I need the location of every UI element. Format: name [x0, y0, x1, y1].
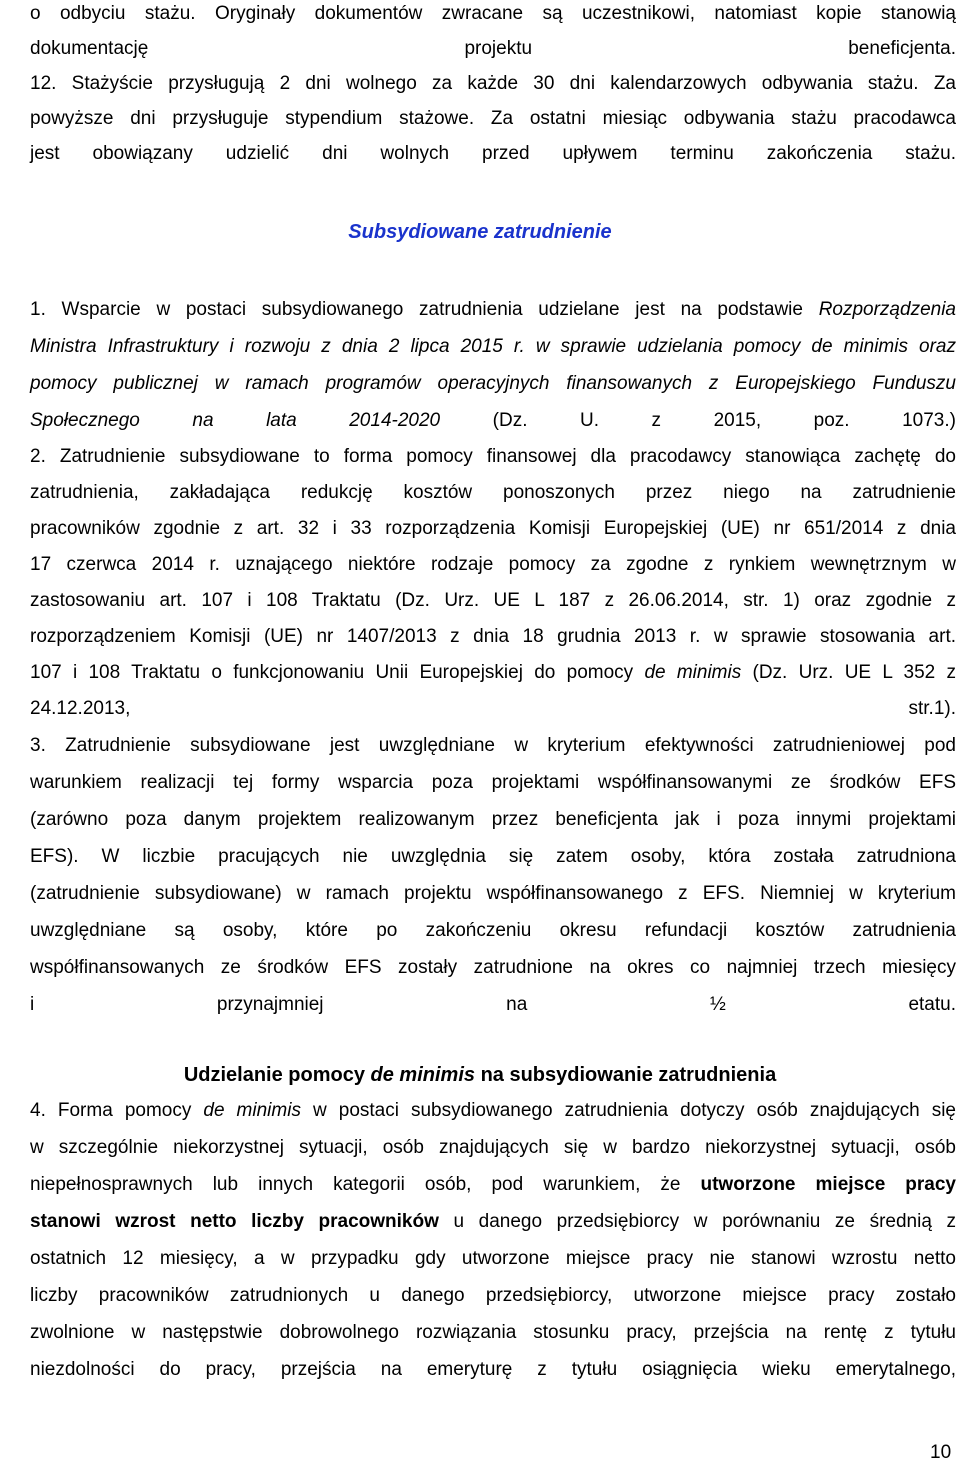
text-line [30, 482, 956, 504]
text-run: niepełnosprawnych lub innych kategorii osób, pod warunkiem, że [30, 1174, 701, 1195]
text-run: w postaci subsydiowanego zatrudnienia dotyczy osób znajdujących się [300, 1100, 956, 1121]
text-run: (Dz. U. z 2015, poz. 1073.) [440, 410, 956, 431]
text-run: uwzględniane są osoby, które po zakończeniu okresu refundacji kosztów zatrudnienia [30, 920, 956, 941]
text-run: pomocy publicznej w ramach programów operacyjnych finansowanych z Europejskiego Funduszu [30, 373, 956, 394]
text-line [30, 3, 956, 25]
text-line [30, 846, 956, 868]
text-run: zatrudnienia, zakładająca redukcję kosztów ponoszonych przez niego na zatrudnienie [30, 482, 956, 503]
section-heading [0, 221, 960, 243]
text-line [30, 1174, 956, 1196]
text-run: Udzielanie pomocy [183, 1064, 371, 1086]
text-line [30, 698, 956, 720]
text-run: 4. Forma pomocy [30, 1100, 204, 1121]
text-line [30, 883, 956, 905]
text-run: na subsydiowanie zatrudnienia [475, 1064, 777, 1086]
text-run: Społecznego na lata 2014-2020 [30, 410, 441, 431]
text-line [30, 1322, 956, 1344]
text-line [30, 1359, 956, 1381]
text-run: rozporządzeniem Komisji (UE) nr 1407/2013 z dnia 18 grudnia 2013 r. w sprawie stosowania art. [30, 626, 956, 647]
text-line [30, 994, 956, 1016]
text-run: zwolnione w następstwie dobrowolnego rozwiązania stosunku pracy, przejścia na rentę z tytułu [30, 1322, 956, 1343]
text-line [30, 143, 956, 165]
text-line [30, 1211, 956, 1233]
text-line [30, 38, 956, 60]
text-line [30, 809, 956, 831]
text-line [30, 920, 956, 942]
text-run: i przynajmniej na ½ etatu. [30, 994, 956, 1015]
text-run: (zatrudnienie subsydiowane) w ramach projektu współfinansowanego z EFS. Niemniej w kryterium [30, 883, 956, 904]
text-run: warunkiem realizacji tej formy wsparcia poza projektami współfinansowanymi ze środków EFS [30, 772, 956, 793]
text-line [30, 73, 956, 95]
text-line [30, 554, 956, 576]
text-run: powyższe dni przysługuje stypendium stażowe. Za ostatni miesiąc odbywania stażu pracodawca [30, 108, 956, 129]
text-run: EFS). W liczbie pracujących nie uwzględnia się zatem osoby, która została zatrudniona [30, 846, 956, 867]
text-run: de minimis [203, 1100, 301, 1121]
text-run: 24.12.2013, str.1). [30, 698, 956, 719]
text-run: 2. Zatrudnienie subsydiowane to forma pomocy finansowej dla pracodawcy stanowiąca zachętę do [30, 446, 956, 467]
text-line [30, 590, 956, 612]
text-line [30, 518, 956, 540]
text-line [30, 299, 956, 321]
text-run: współfinansowanych ze środków EFS zostały zatrudnione na okres co najmniej trzech miesięcy [30, 957, 956, 978]
text-run: pracowników zgodnie z art. 32 i 33 rozporządzenia Komisji Europejskiej (UE) nr 651/2014 z dnia [30, 518, 956, 539]
text-line [30, 336, 956, 358]
text-run: Subsydiowane zatrudnienie [348, 221, 612, 243]
text-line [30, 772, 956, 794]
text-line [30, 662, 956, 684]
text-run: jest obowiązany udzielić dni wolnych przed upływem terminu zakończenia stażu. [30, 143, 956, 164]
page-number: 10 [930, 1442, 952, 1463]
text-run: Rozporządzenia [818, 299, 956, 320]
text-run: u danego przedsiębiorcy w porównaniu ze średnią z [438, 1211, 956, 1232]
text-line [30, 1137, 956, 1159]
text-run: 3. Zatrudnienie subsydiowane jest uwzględniane w kryterium efektywności zatrudnieniowej pod [30, 735, 956, 756]
text-run: ostatnich 12 miesięcy, a w przypadku gdy utworzone miejsce pracy nie stanowi wzrostu netto [30, 1248, 956, 1269]
text-run: Ministra Infrastruktury i rozwoju z dnia 2 lipca 2015 r. w sprawie udzielania pomocy de minimis oraz [30, 336, 956, 357]
text-run: 1. Wsparcie w postaci subsydiowanego zatrudnienia udzielane jest na podstawie [30, 299, 819, 320]
text-run: dokumentację projektu beneficjenta. [30, 38, 956, 59]
text-run: utworzone miejsce pracy [700, 1174, 956, 1195]
text-line [30, 446, 956, 468]
text-line [30, 735, 956, 757]
text-run: 12. Stażyście przysługują 2 dni wolnego za każde 30 dni kalendarzowych odbywania stażu. Za [30, 73, 956, 94]
text-run: zastosowaniu art. 107 i 108 Traktatu (Dz. Urz. UE L 187 z 26.06.2014, str. 1) oraz zgodnie z [30, 590, 956, 611]
text-run: liczby pracowników zatrudnionych u danego przedsiębiorcy, utworzone miejsce pracy zostało [30, 1285, 956, 1306]
text-line [30, 373, 956, 395]
text-run: 17 czerwca 2014 r. uznającego niektóre rodzaje pomocy za zgodne z rynkiem wewnętrznym w [30, 554, 956, 575]
text-run: w szczególnie niekorzystnej sytuacji, osób znajdujących się w bardzo niekorzystnej sytuacji, osób [30, 1137, 956, 1158]
text-line [30, 1248, 956, 1270]
text-line [30, 1285, 956, 1307]
text-line [30, 108, 956, 130]
text-line [30, 957, 956, 979]
section-heading [0, 1064, 960, 1086]
text-line [30, 626, 956, 648]
text-run: o odbyciu stażu. Oryginały dokumentów zwracane są uczestnikowi, natomiast kopie stanowią [30, 3, 956, 24]
text-line [30, 1100, 956, 1122]
text-run: de minimis [644, 662, 742, 683]
text-line [30, 410, 956, 432]
text-run: niezdolności do pracy, przejścia na emeryturę z tytułu osiągnięcia wieku emerytalnego, [30, 1359, 956, 1380]
text-run: (Dz. Urz. UE L 352 z [741, 662, 956, 683]
text-run: stanowi wzrost netto liczby pracowników [30, 1211, 439, 1232]
text-run: (zarówno poza danym projektem realizowanym przez beneficjenta jak i poza innymi projektami [30, 809, 956, 830]
text-run: 107 i 108 Traktatu o funkcjonowaniu Unii Europejskiej do pomocy [30, 662, 645, 683]
text-run: de minimis [370, 1064, 476, 1086]
